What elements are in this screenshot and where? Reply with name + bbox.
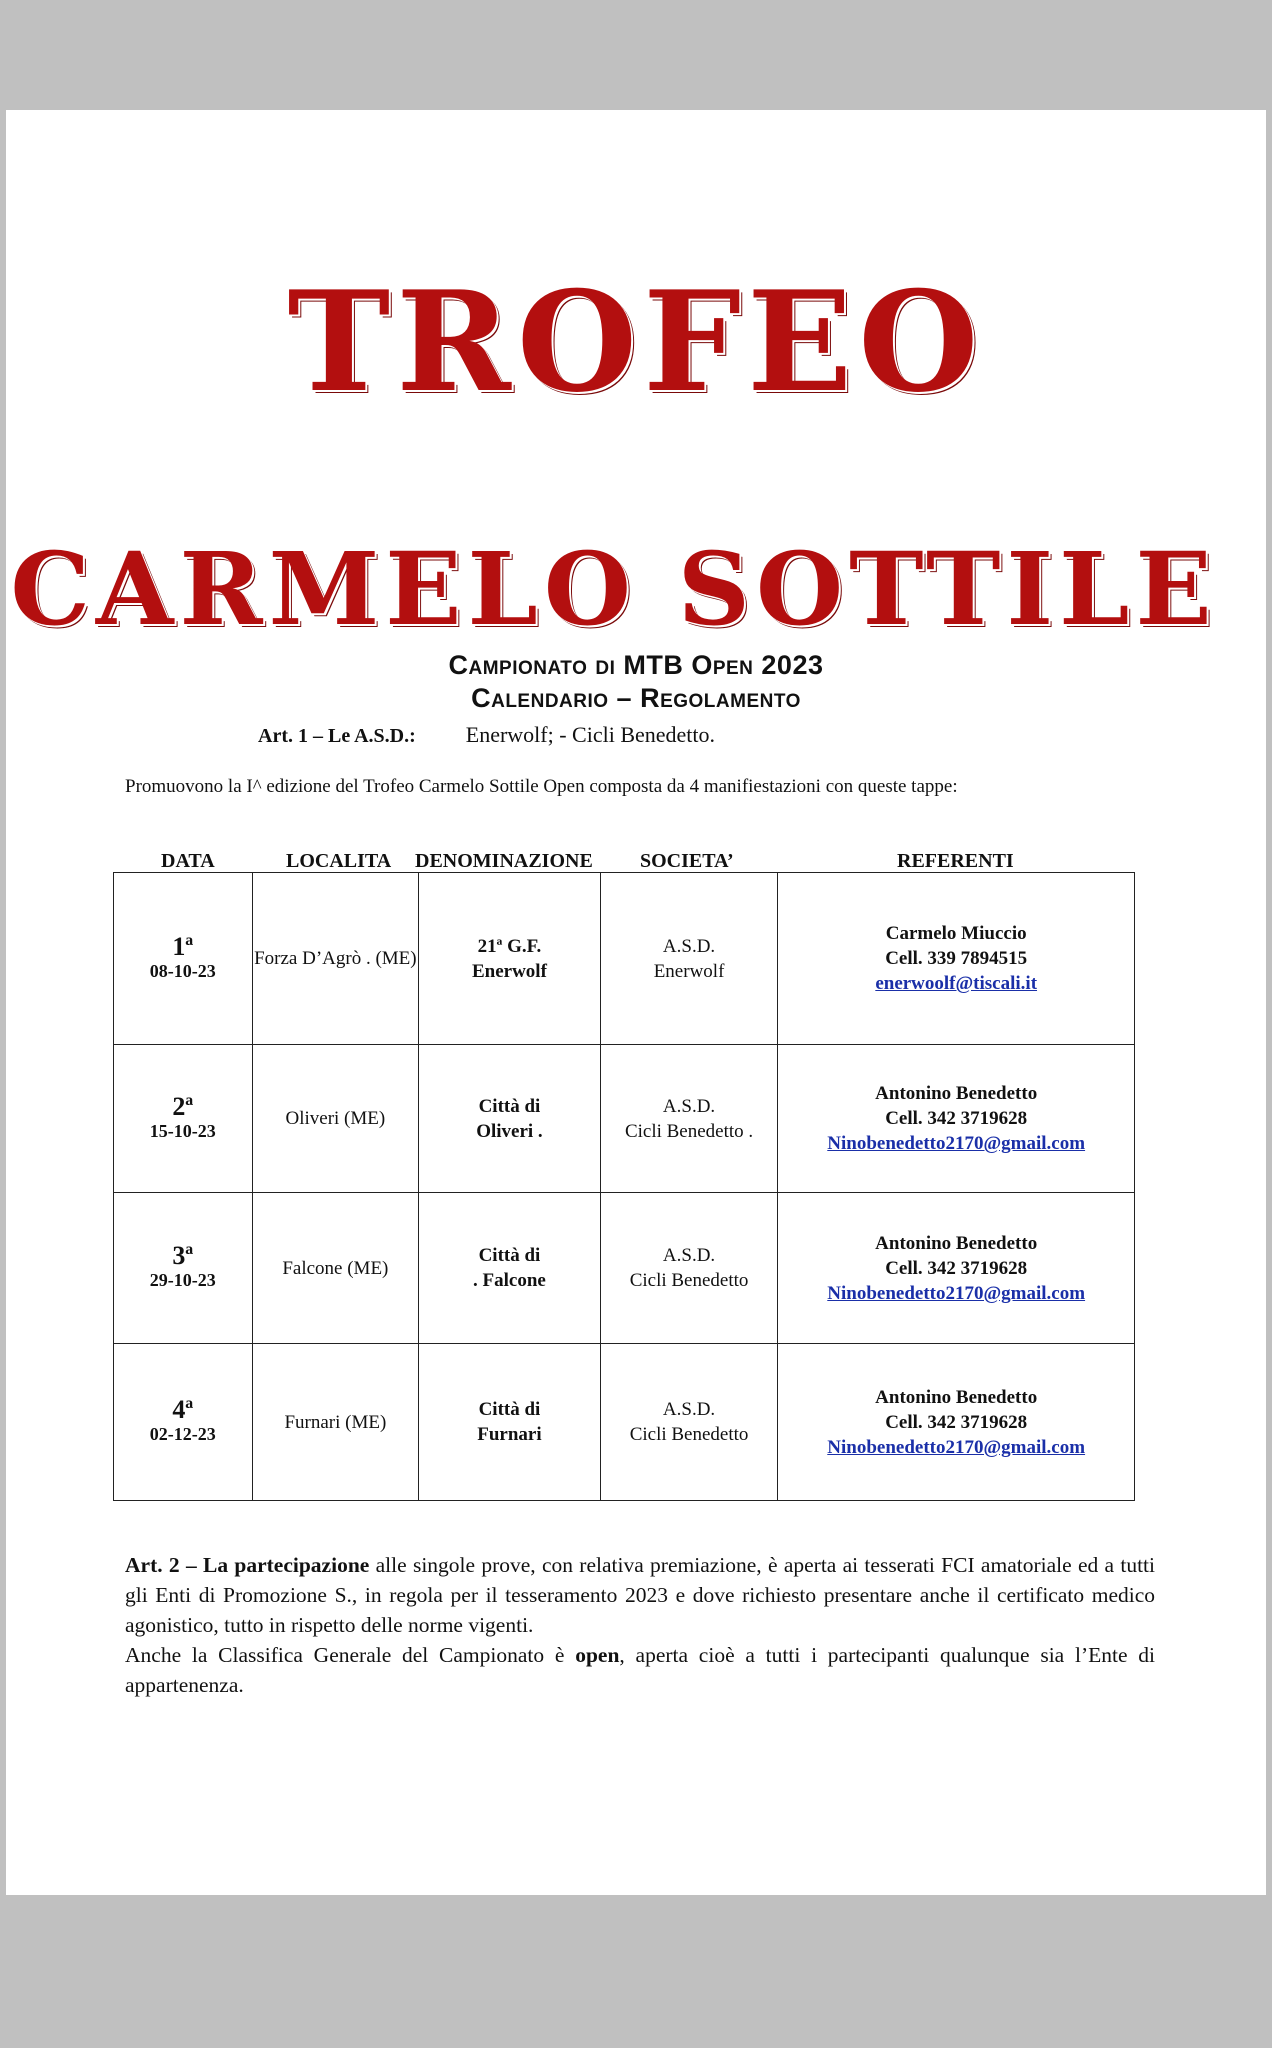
stage-date: 08-10-23	[149, 960, 216, 981]
cell-data	[114, 1045, 253, 1193]
cell-referenti	[778, 1344, 1135, 1501]
header-societa: SOCIETA’	[640, 850, 734, 872]
cell-localita	[252, 1344, 419, 1501]
stage-date: 15-10-23	[149, 1120, 216, 1141]
stage-name-line2: . Falcone	[473, 1270, 546, 1291]
table-row	[114, 1045, 1135, 1193]
stage-location: Furnari (ME)	[284, 1411, 387, 1433]
art2-label: Art. 2 – La partecipazione	[125, 1553, 370, 1577]
stage-date: 02-12-23	[149, 1424, 216, 1444]
stages-table	[113, 872, 1135, 1501]
referent-phone: Cell. 342 3719628	[885, 1108, 1028, 1129]
cell-societa	[600, 1344, 778, 1501]
art2-text1: alle singole prove, con relativa premiazione, è aperta ai tesserati FCI amatoriale ed a tutti gli Enti di Promozione S., in regola per il tesseramento 2023 e dove richiesto presentare anche il certificato medico agonistico, tutto in rispetto delle norme vigenti.	[125, 1553, 1156, 1637]
art2-paragraph	[125, 1550, 1155, 1700]
stage-name-line2: Furnari	[477, 1424, 542, 1445]
cell-localita	[252, 1045, 419, 1193]
referent-name: Antonino Benedetto	[875, 1083, 1038, 1104]
header-denominazione: DENOMINAZIONE	[415, 850, 593, 872]
referent-email-link[interactable]: Ninobenedetto2170@gmail.com	[827, 1133, 1086, 1154]
club-line2: Enerwolf	[653, 960, 725, 982]
title-line2: CARMELO SOTTILE	[10, 530, 1218, 648]
stage-name-line1: Città di	[478, 1245, 541, 1266]
subtitle-line1: Campionato di MTB Open 2023	[448, 650, 824, 680]
stage-number: 2ª	[172, 1091, 194, 1121]
club-line1: A.S.D.	[662, 1095, 716, 1117]
cell-data	[114, 1344, 253, 1501]
cell-referenti	[778, 873, 1135, 1045]
table-row	[114, 873, 1135, 1045]
header-localita: LOCALITA	[286, 850, 392, 872]
stage-number: 4ª	[172, 1395, 194, 1424]
art1-text: Enerwolf; - Cicli Benedetto.	[465, 722, 716, 747]
cell-denominazione	[419, 1344, 601, 1501]
referent-name: Antonino Benedetto	[875, 1386, 1038, 1408]
art2-text2: Anche la Classifica Generale del Campionato è	[125, 1643, 576, 1667]
stage-name-line2: Oliveri .	[476, 1120, 543, 1142]
club-line2: Cicli Benedetto	[629, 1270, 749, 1291]
referent-phone: Cell. 342 3719628	[885, 1257, 1028, 1279]
stage-location: Falcone (ME)	[282, 1257, 389, 1279]
stage-number: 3ª	[172, 1241, 194, 1270]
header-referenti: REFERENTI	[897, 850, 1014, 872]
cell-societa	[600, 1193, 778, 1344]
subtitle-line2: Calendario – Regolamento	[471, 683, 801, 713]
art2-open: open	[575, 1643, 620, 1667]
stage-location: Forza D’Agrò . (ME)	[254, 948, 417, 969]
cell-denominazione	[419, 1193, 601, 1344]
art2-text3: , aperta cioè a tutti i partecipanti qualunque sia l’Ente di appartenenza.	[125, 1643, 1155, 1697]
club-line1: A.S.D.	[662, 1399, 716, 1420]
cell-localita	[252, 1193, 419, 1344]
club-line2: Cicli Benedetto .	[624, 1120, 754, 1142]
stage-name-line1: Città di	[478, 1399, 541, 1420]
referent-name: Antonino Benedetto	[875, 1232, 1038, 1254]
stage-date: 29-10-23	[149, 1270, 216, 1290]
referent-email-link[interactable]: enerwoolf@tiscali.it	[875, 973, 1038, 994]
stage-name-line2: Enerwolf	[471, 960, 547, 982]
cell-referenti	[778, 1045, 1135, 1193]
referent-email-link[interactable]: Ninobenedetto2170@gmail.com	[827, 1436, 1086, 1458]
cell-denominazione	[419, 1045, 601, 1193]
club-line1: A.S.D.	[662, 1245, 716, 1266]
cell-data	[114, 873, 253, 1045]
cell-referenti	[778, 1193, 1135, 1344]
art1	[258, 722, 715, 748]
title-line1: TROFEO	[287, 260, 985, 423]
document-page	[6, 110, 1266, 1895]
cell-data	[114, 1193, 253, 1344]
cell-societa	[600, 873, 778, 1045]
referent-email-link[interactable]: Ninobenedetto2170@gmail.com	[827, 1282, 1086, 1304]
stage-number: 1ª	[172, 931, 194, 961]
table-row	[114, 1344, 1135, 1501]
art1-label: Art. 1 – Le A.S.D.:	[258, 725, 416, 747]
club-line2: Cicli Benedetto	[629, 1424, 749, 1445]
header-data: DATA	[161, 850, 215, 872]
stage-name-line1: 21ª G.F.	[477, 935, 542, 957]
stage-name-line1: Città di	[478, 1095, 541, 1117]
referent-phone: Cell. 342 3719628	[885, 1411, 1028, 1433]
promo-text: Promuovono la I^ edizione del Trofeo Carmelo Sottile Open composta da 4 manifiestazioni con queste tappe:	[125, 776, 958, 797]
referent-phone: Cell. 339 7894515	[885, 948, 1028, 969]
cell-localita	[252, 873, 419, 1045]
cell-societa	[600, 1045, 778, 1193]
cell-denominazione	[419, 873, 601, 1045]
club-line1: A.S.D.	[662, 935, 716, 957]
referent-name: Carmelo Miuccio	[885, 923, 1027, 944]
table-row	[114, 1193, 1135, 1344]
stage-location: Oliveri (ME)	[285, 1108, 386, 1129]
